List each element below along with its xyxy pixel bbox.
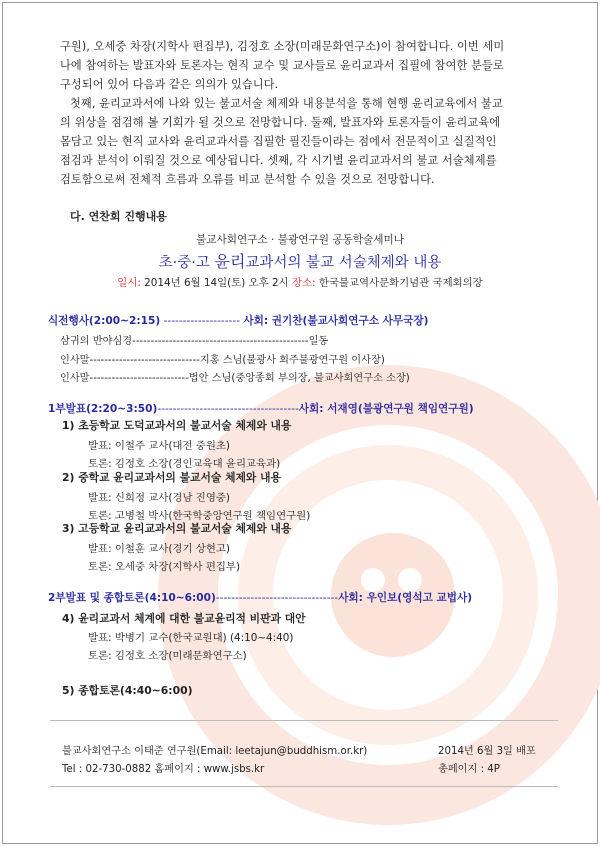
intro-line: 몸담고 있는 현직 교사와 윤리교과서를 집필한 필진들이라는 점에서 전문적이고 실질적인 [60, 135, 497, 148]
event-title-suffix: 교과서의 불교 서술체제와 내용 [245, 255, 442, 271]
place-value: 한국불교역사문화기념관 국제회의장 [315, 277, 483, 289]
footer-divider [50, 720, 558, 721]
part2-moderator: 사회: 우인보(영석고 교법사) [338, 592, 473, 604]
closing-discussion: 5) 종합토론(4:40~6:00) [62, 684, 193, 697]
opening-item-name: 인사말 [60, 355, 90, 366]
opening-item [60, 332, 328, 347]
intro-line: 의 위상을 점검해 볼 기회가 될 것으로 전망합니다. 둘째, 발표자와 토론자들이 윤리교육에 [60, 116, 501, 129]
place-label: 장소: [291, 277, 316, 289]
opening-item [60, 369, 410, 384]
part1-dashes: ------------------------------------- [157, 403, 299, 415]
talk-presenter: 발표: 신희정 교사(경남 진영중) [88, 492, 230, 504]
talk-presenter: 발표: 이철훈 교사(경기 상현고) [88, 543, 230, 555]
intro-line: 나에 참여하는 발표자와 토론자는 현직 교수 및 교사들로 윤리교과서 집필에 참여한 분들로 [60, 59, 504, 72]
event-title [0, 249, 600, 272]
intro-line: 검토함으로써 전체적 흐름과 오류를 비교 분석할 수 있을 것으로 전망합니다. [60, 173, 435, 186]
opening-header [48, 313, 428, 328]
event-title-emphasis: 윤리 [214, 252, 246, 271]
talk-title: 4) 윤리교과서 체계에 대한 불교윤리적 비판과 대안 [62, 612, 306, 625]
opening-item [60, 351, 385, 366]
footer-date: 2014년 6월 3일 배포 [438, 746, 536, 757]
talk-discussant: 토론: 오세중 차장(지학사 편집부) [88, 561, 241, 573]
opening-item-name: 인사말 [60, 373, 90, 384]
intro-line: 구원), 오세중 차장(지학사 편집부), 김정호 소장(미래문화연구소)이 참여합니다. 이번 세미 [60, 40, 505, 53]
opening-label: 식전행사(2:00~2:15) [48, 315, 161, 327]
opening-dashes: -------------------- [160, 315, 244, 327]
talk-presenter: 발표: 박병기 교수(한국교원대) (4:10~4:40) [88, 632, 294, 644]
part1-moderator: 사회: 서재영(불광연구원 책임연구원) [298, 403, 474, 415]
opening-item-dashes: --------------------------- [89, 373, 189, 384]
footer-pages: 총페이지 : 4P [438, 764, 500, 775]
section-heading: 다. 연찬회 진행내용 [70, 210, 167, 223]
date-label: 일시: [117, 277, 141, 289]
talk-presenter: 발표: 이철주 교사(대전 중원초) [88, 440, 230, 452]
intro-line: 첫째, 윤리교과서에 나와 있는 불교서술 체제와 내용분석을 통해 현행 윤리교육에서 불교 [70, 97, 503, 110]
opening-item-who: 법안 스님(중앙종회 부의장, 불교사회연구소 소장) [188, 373, 410, 384]
opening-item-name: 삼귀의 반야심경 [60, 336, 133, 347]
part2-header [48, 590, 472, 605]
talk-title: 2) 중학교 윤리교과서의 불교서술 체제와 내용 [62, 471, 281, 484]
opening-item-dashes: ------------------------------ [89, 355, 200, 366]
opening-item-dashes: ------------------------------------------------ [132, 336, 309, 347]
event-datetime-place [0, 274, 600, 289]
part2-label: 2부발표 및 종합토론(4:10~6:00) [48, 592, 216, 604]
talk-title: 1) 초등학교 도덕교과서의 불교서술 체제와 내용 [62, 419, 292, 432]
event-title-prefix: 초·중·고 [158, 255, 215, 271]
intro-line: 구성되어 있어 다음과 같은 의의가 있습니다. [60, 78, 279, 91]
talk-discussant: 토론: 김정호 소장(경인교육대 윤리교육과) [88, 458, 281, 470]
footer-divider-bottom [50, 786, 558, 787]
date-value: 2014년 6월 14일(토) 오후 2시 [140, 277, 292, 289]
part1-label: 1부발표(2:20~3:50) [48, 403, 158, 415]
opening-item-who: 지홍 스님(불광사 회주불광연구원 이사장) [199, 355, 385, 366]
part1-header [48, 401, 474, 416]
footer-contact: 불교사회연구소 이태준 연구원(Email: leetajun@buddhism.or.kr) [62, 746, 368, 757]
event-organizer: 불교사회연구소 · 불광연구원 공동학술세미나 [196, 234, 404, 246]
opening-item-who: 일동 [308, 336, 329, 347]
footer-phone: Tel : 02-730-0882 홈페이지 : www.jsbs.kr [62, 764, 265, 775]
part2-dashes: -------------------------------- [215, 592, 339, 604]
talk-discussant: 토론: 김정호 소장(미래문화연구소) [88, 650, 247, 662]
talk-discussant: 토론: 고병철 박사(한국학중앙연구원 책임연구원) [88, 510, 311, 522]
opening-moderator: 사회: 권기찬(불교사회연구소 사무국장) [243, 315, 429, 327]
intro-line: 점검과 분석이 이뤄질 것으로 예상됩니다. 셋째, 각 시기별 윤리교과서의 불교 서술체제를 [60, 154, 497, 167]
talk-title: 3) 고등학교 윤리교과서의 불교서술 체제와 내용 [62, 522, 292, 535]
